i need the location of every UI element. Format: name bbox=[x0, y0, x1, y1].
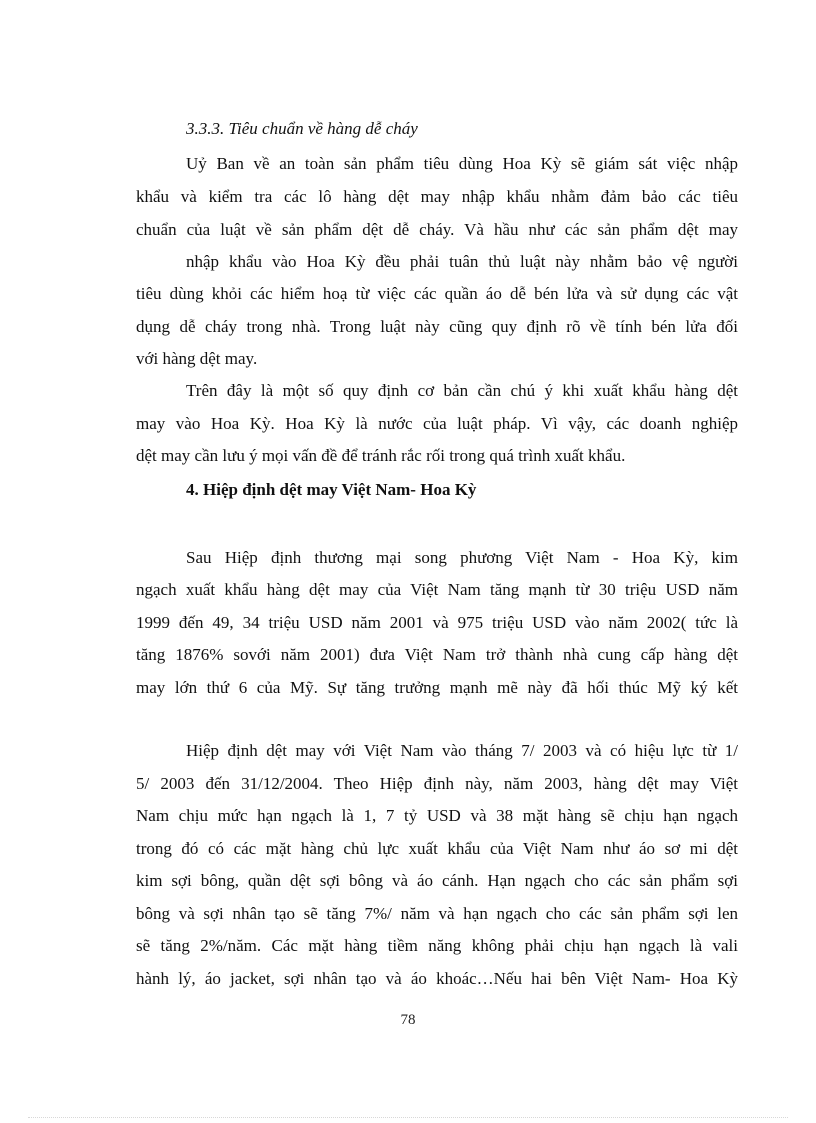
section-heading: 3.3.3. Tiêu chuẩn về hàng dễ cháy bbox=[186, 119, 418, 138]
paragraph-line: hành lý, áo jacket, sợi nhân tạo và áo khoác…Nếu hai bên Việt Nam- Hoa Kỳ bbox=[136, 969, 738, 988]
paragraph-line: 1999 đến 49, 34 triệu USD năm 2001 và 975 triệu USD vào năm 2002( tức là bbox=[136, 613, 738, 632]
paragraph-line: khẩu và kiểm tra các lô hàng dệt may nhập khẩu nhằm đảm bảo các tiêu bbox=[136, 187, 738, 206]
main-heading: 4. Hiệp định dệt may Việt Nam- Hoa Kỳ bbox=[186, 480, 477, 499]
page-number: 78 bbox=[400, 1012, 416, 1028]
paragraph-line: chuẩn của luật về sản phẩm dệt dễ cháy. Và hầu như các sản phẩm dệt may bbox=[136, 220, 738, 239]
footer-divider bbox=[28, 1117, 788, 1118]
paragraph-line: nhập khẩu vào Hoa Kỳ đều phải tuân thủ luật này nhằm bảo vệ người bbox=[186, 252, 738, 271]
paragraph-line: tiêu dùng khỏi các hiểm hoạ từ việc các quần áo dễ bén lửa và sử dụng các vật bbox=[136, 284, 738, 303]
paragraph-line: Trên đây là một số quy định cơ bản cần chú ý khi xuất khẩu hàng dệt bbox=[186, 381, 738, 400]
paragraph-line: Hiệp định dệt may với Việt Nam vào tháng 7/ 2003 và có hiệu lực từ 1/ bbox=[186, 741, 738, 760]
paragraph-line: dụng dễ cháy trong nhà. Trong luật này cũng quy định rõ về tính bén lửa đối bbox=[136, 317, 738, 336]
paragraph-line: Sau Hiệp định thương mại song phương Việt Nam - Hoa Kỳ, kim bbox=[186, 548, 738, 567]
paragraph-line: Uỷ Ban về an toàn sản phẩm tiêu dùng Hoa Kỳ sẽ giám sát việc nhập bbox=[186, 154, 738, 173]
paragraph-line: kim sợi bông, quần dệt sợi bông và áo cánh. Hạn ngạch cho các sản phẩm sợi bbox=[136, 871, 738, 890]
paragraph-line: với hàng dệt may. bbox=[136, 349, 258, 368]
paragraph-line: 5/ 2003 đến 31/12/2004. Theo Hiệp định này, năm 2003, hàng dệt may Việt bbox=[136, 774, 738, 793]
paragraph-line: dệt may cần lưu ý mọi vấn đề để tránh rắc rối trong quá trình xuất khẩu. bbox=[136, 446, 626, 465]
paragraph-line: may lớn thứ 6 của Mỹ. Sự tăng trưởng mạnh mẽ này đã hối thúc Mỹ ký kết bbox=[136, 678, 738, 697]
paragraph-line: ngạch xuất khẩu hàng dệt may của Việt Nam tăng mạnh từ 30 triệu USD năm bbox=[136, 580, 738, 599]
paragraph-line: Nam chịu mức hạn ngạch là 1, 7 tỷ USD và 38 mặt hàng sẽ chịu hạn ngạch bbox=[136, 806, 738, 825]
paragraph-line: may vào Hoa Kỳ. Hoa Kỳ là nước của luật pháp. Vì vậy, các doanh nghiệp bbox=[136, 414, 738, 433]
paragraph-line: sẽ tăng 2%/năm. Các mặt hàng tiềm năng không phải chịu hạn ngạch là vali bbox=[136, 936, 738, 955]
paragraph-line: bông và sợi nhân tạo sẽ tăng 7%/ năm và hạn ngạch cho các sản phẩm sợi len bbox=[136, 904, 738, 923]
paragraph-line: tăng 1876% sovới năm 2001) đưa Việt Nam trở thành nhà cung cấp hàng dệt bbox=[136, 645, 738, 664]
paragraph-line: trong đó có các mặt hàng chủ lực xuất khẩu của Việt Nam như áo sơ mi dệt bbox=[136, 839, 738, 858]
